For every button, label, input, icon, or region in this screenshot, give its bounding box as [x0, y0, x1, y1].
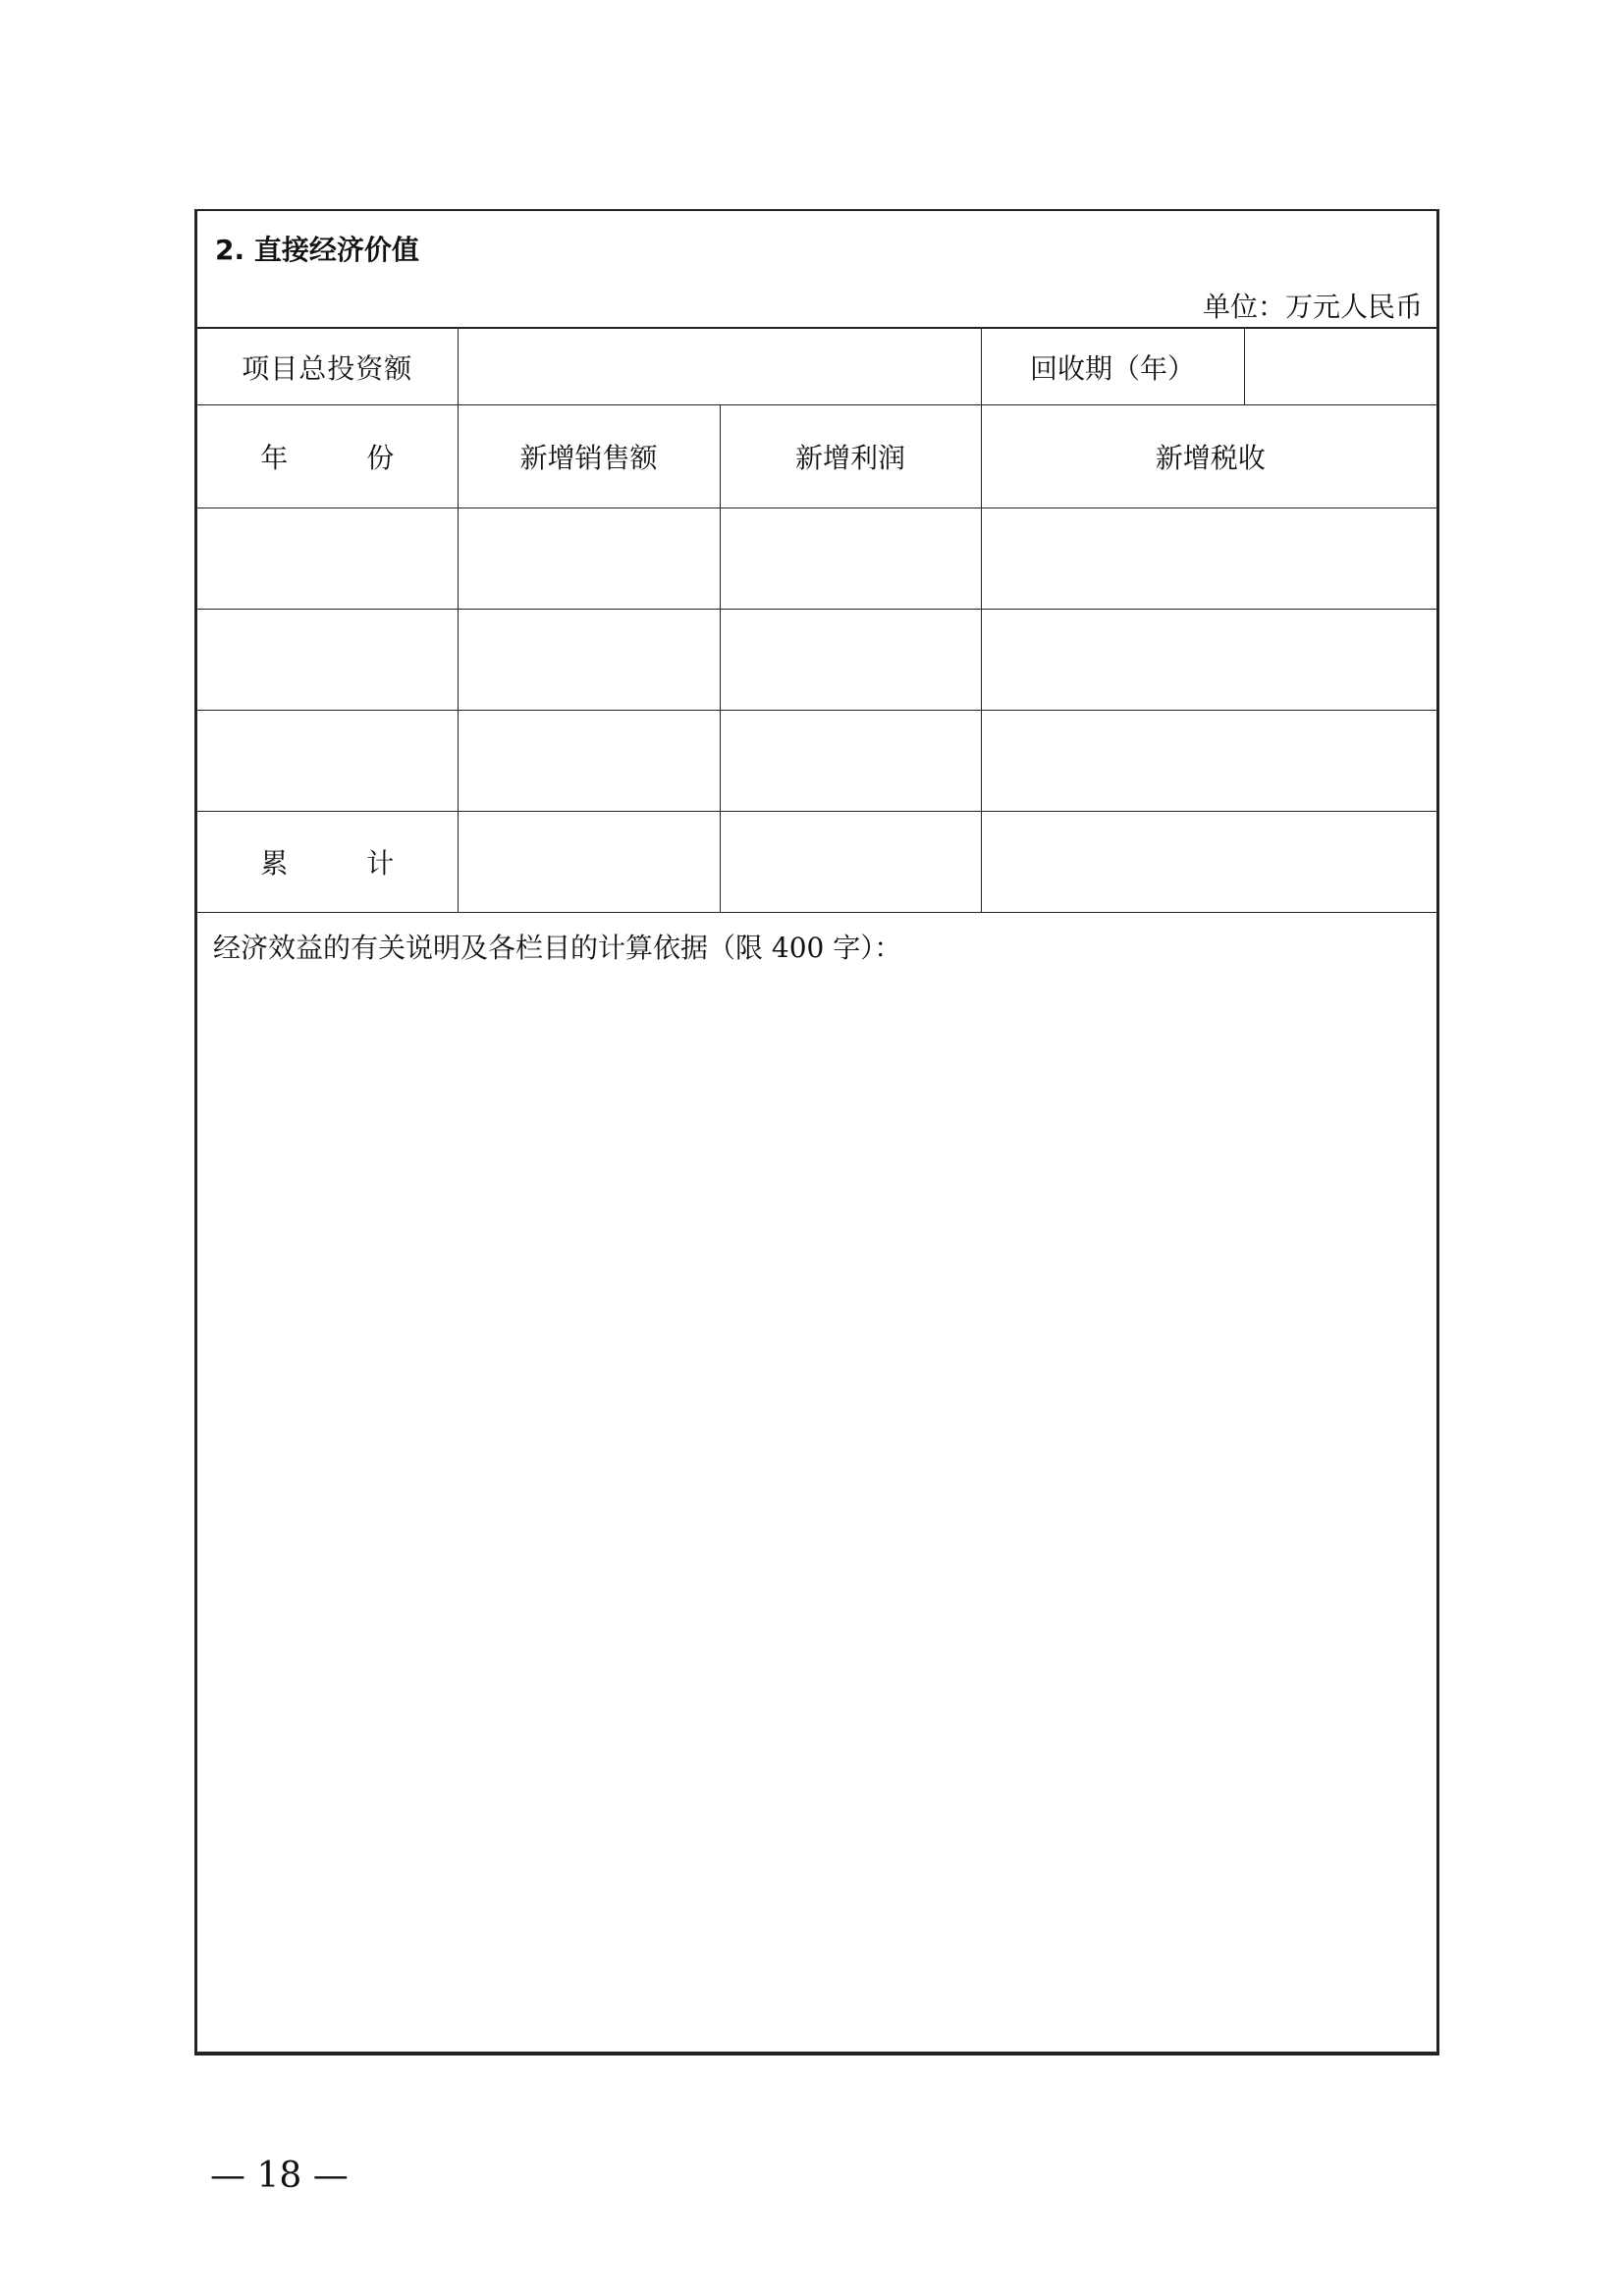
col-year-char-1: 年	[260, 442, 289, 474]
notes-area[interactable]	[197, 913, 1436, 980]
tax-cell[interactable]	[981, 508, 1439, 610]
page-number: — 18 —	[210, 2156, 349, 2196]
notes-label: 经济效益的有关说明及各栏目的计算依据（限 400 字）：	[213, 932, 902, 964]
total-label	[197, 812, 458, 913]
total-tax-cell[interactable]	[981, 812, 1439, 913]
total-char-2: 计	[366, 847, 395, 880]
total-row	[197, 812, 1439, 913]
table-row	[197, 508, 1439, 610]
year-cell[interactable]	[197, 610, 458, 711]
profit-cell[interactable]	[720, 610, 981, 711]
profit-cell[interactable]	[720, 711, 981, 812]
payback-input[interactable]	[1244, 329, 1439, 405]
col-year-header	[197, 405, 458, 508]
col-tax-header: 新增税收	[981, 405, 1439, 508]
section-header	[197, 211, 1436, 329]
section-title: 2. 直接经济价值	[215, 234, 419, 266]
profit-cell[interactable]	[720, 508, 981, 610]
payback-label: 回收期（年）	[981, 329, 1244, 405]
year-cell[interactable]	[197, 711, 458, 812]
sales-cell[interactable]	[458, 711, 720, 812]
tax-cell[interactable]	[981, 610, 1439, 711]
table-row	[197, 711, 1439, 812]
sales-cell[interactable]	[458, 610, 720, 711]
year-cell[interactable]	[197, 508, 458, 610]
total-sales-cell[interactable]	[458, 812, 720, 913]
col-year-char-2: 份	[366, 442, 395, 474]
economic-table	[197, 329, 1439, 913]
economic-value-form	[194, 209, 1439, 2056]
total-profit-cell[interactable]	[720, 812, 981, 913]
investment-label: 项目总投资额	[197, 329, 458, 405]
table-row	[197, 610, 1439, 711]
investment-row	[197, 329, 1439, 405]
sales-cell[interactable]	[458, 508, 720, 610]
unit-label: 单位：万元人民币	[1202, 291, 1423, 323]
col-profit-header: 新增利润	[720, 405, 981, 508]
tax-cell[interactable]	[981, 711, 1439, 812]
investment-input[interactable]	[458, 329, 981, 405]
total-char-1: 累	[260, 847, 289, 880]
col-sales-header: 新增销售额	[458, 405, 720, 508]
header-row	[197, 405, 1439, 508]
